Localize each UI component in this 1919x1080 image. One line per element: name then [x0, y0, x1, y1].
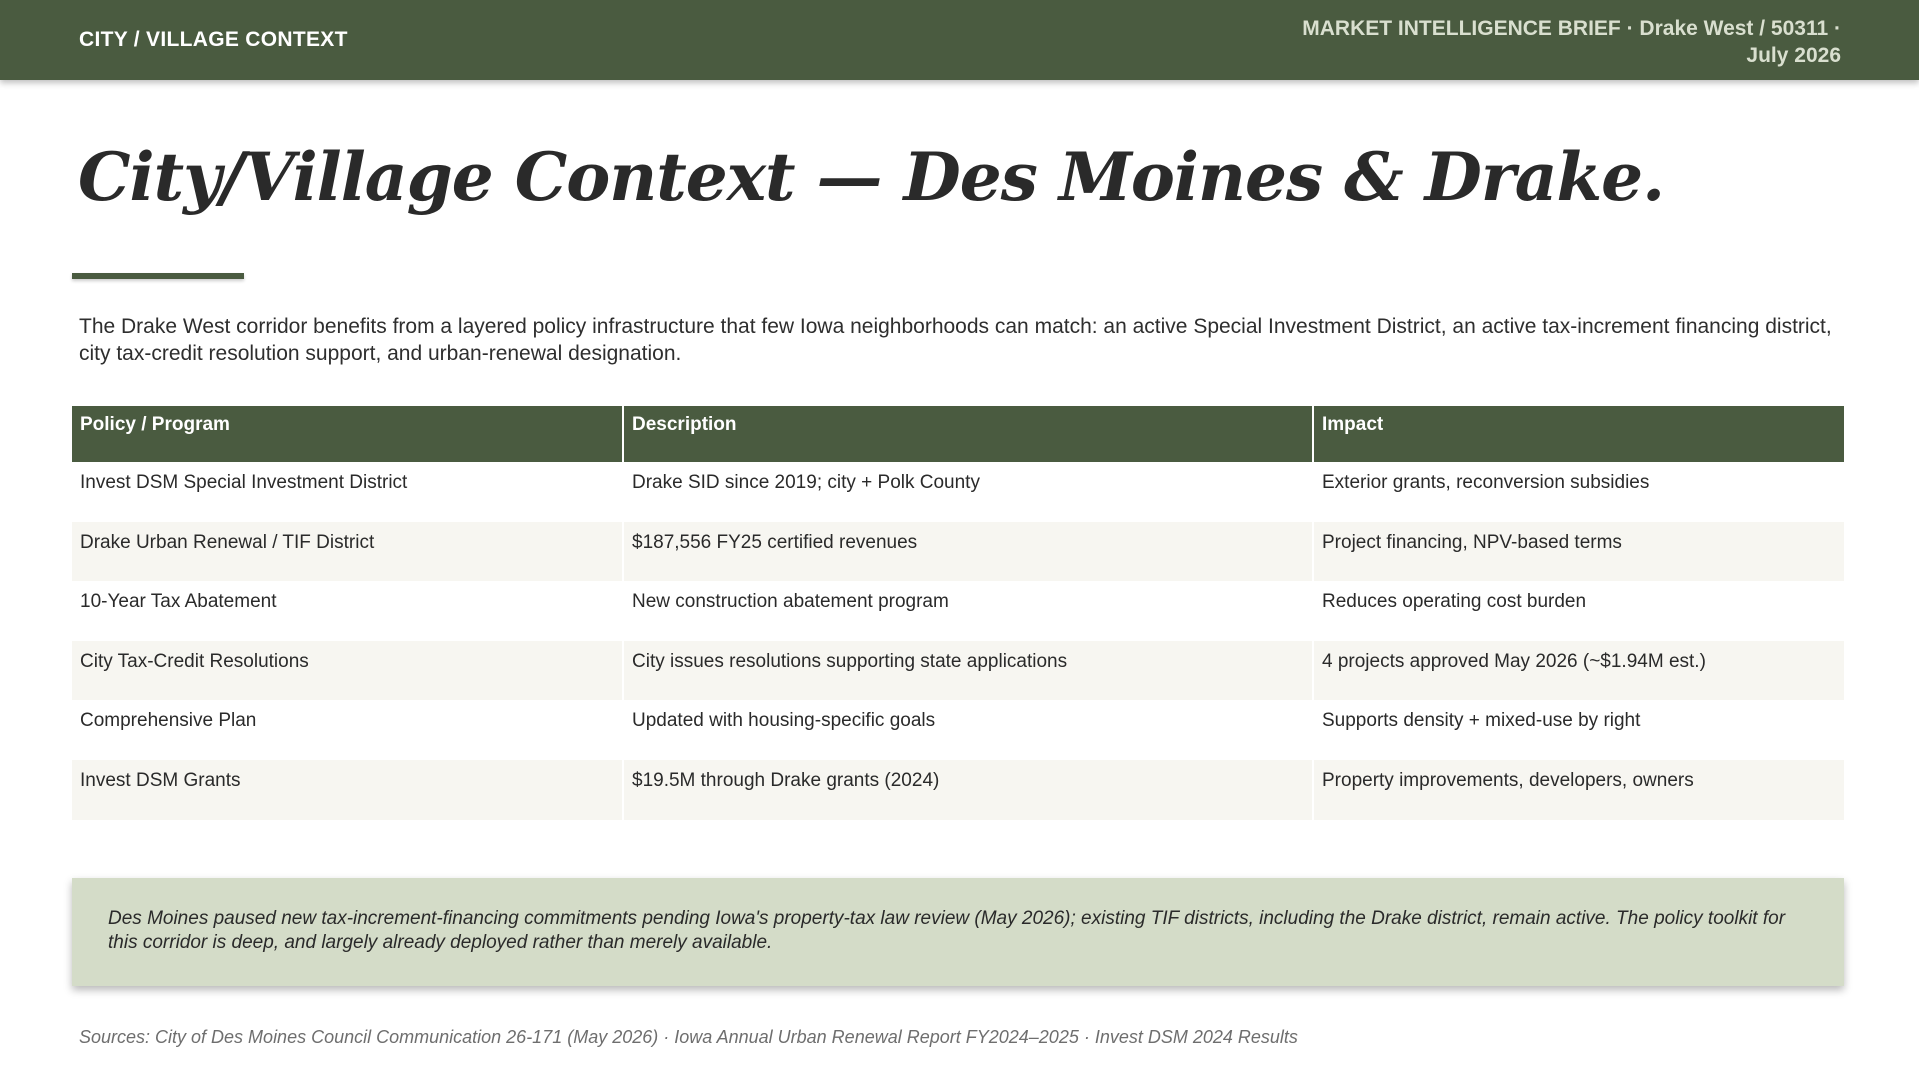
column-header-impact: Impact	[1313, 406, 1844, 462]
brief-line-2: July 2026	[1746, 44, 1841, 67]
cell-impact: 4 projects approved May 2026 (~$1.94M est.)	[1313, 641, 1844, 701]
brief-line-1: MARKET INTELLIGENCE BRIEF · Drake West / 50311 ·	[1302, 17, 1841, 40]
table-row	[72, 581, 1844, 641]
cell-policy: Comprehensive Plan	[72, 700, 623, 760]
table-row	[72, 760, 1844, 820]
cell-policy: Invest DSM Grants	[72, 760, 623, 820]
policy-table	[72, 406, 1844, 820]
cell-policy: Drake Urban Renewal / TIF District	[72, 522, 623, 582]
cell-policy: Invest DSM Special Investment District	[72, 462, 623, 522]
column-header-policy: Policy / Program	[72, 406, 623, 462]
sources-note: Sources: City of Des Moines Council Communication 26-171 (May 2026) · Iowa Annual Urban Renewal Report FY2024–2025 · Invest DSM 2024 Results	[79, 1027, 1298, 1047]
page-title: City/Village Context — Des Moines & Drake.	[78, 138, 1665, 216]
cell-description: Updated with housing-specific goals	[623, 700, 1313, 760]
brief-label	[1141, 15, 1841, 69]
table-row	[72, 522, 1844, 582]
column-header-description: Description	[623, 406, 1313, 462]
section-label: CITY / VILLAGE CONTEXT	[79, 28, 348, 51]
cell-description: New construction abatement program	[623, 581, 1313, 641]
table-row	[72, 700, 1844, 760]
cell-policy: City Tax-Credit Resolutions	[72, 641, 623, 701]
cell-impact: Project financing, NPV-based terms	[1313, 522, 1844, 582]
header-bar	[0, 0, 1919, 80]
intro-paragraph: The Drake West corridor benefits from a layered policy infrastructure that few Iowa neighborhoods can match: an active Special Investment District, an active tax-increment financing district, city tax-credit resolution support, and urban-renewal designation.	[79, 315, 1832, 365]
title-underline	[72, 273, 244, 279]
table-row	[72, 462, 1844, 522]
policy-callout: Des Moines paused new tax-increment-financing commitments pending Iowa's property-tax law review (May 2026); existing TIF districts, including the Drake district, remain active. The policy toolkit for this corridor is deep, and largely already deployed rather than merely available.	[72, 878, 1844, 986]
cell-impact: Reduces operating cost burden	[1313, 581, 1844, 641]
cell-description: Drake SID since 2019; city + Polk County	[623, 462, 1313, 522]
cell-impact: Exterior grants, reconversion subsidies	[1313, 462, 1844, 522]
cell-description: $19.5M through Drake grants (2024)	[623, 760, 1313, 820]
cell-description: City issues resolutions supporting state applications	[623, 641, 1313, 701]
cell-impact: Property improvements, developers, owners	[1313, 760, 1844, 820]
table-row	[72, 641, 1844, 701]
cell-policy: 10-Year Tax Abatement	[72, 581, 623, 641]
table-header-row	[72, 406, 1844, 462]
cell-impact: Supports density + mixed-use by right	[1313, 700, 1844, 760]
cell-description: $187,556 FY25 certified revenues	[623, 522, 1313, 582]
